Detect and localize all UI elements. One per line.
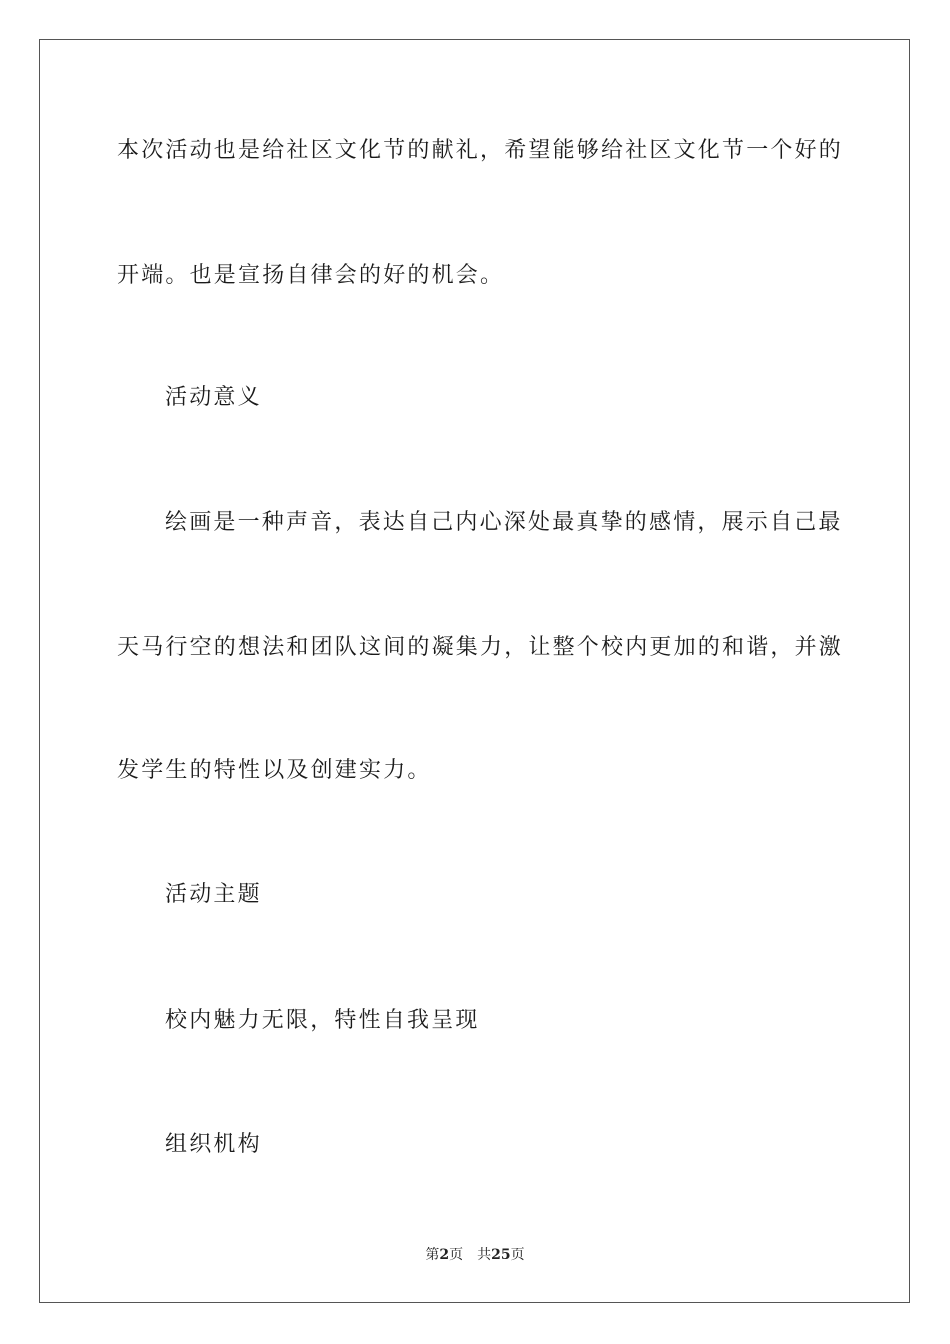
total-label-prefix: 共: [477, 1247, 492, 1263]
body-text-line: 开端。也是宣扬自律会的好的机会。: [117, 263, 505, 288]
section-heading: 组织机构: [165, 1132, 262, 1157]
body-text-line: 本次活动也是给社区文化节的献礼，希望能够给社区文化节一个好的: [117, 138, 844, 163]
total-label-suffix: 页: [510, 1247, 525, 1263]
body-text-line: 天马行空的想法和团队这间的凝集力，让整个校内更加的和谐，并激: [117, 635, 844, 660]
body-text-line: 发学生的特性以及创建实力。: [117, 758, 432, 783]
page-border: [39, 39, 910, 1303]
body-text-line: 绘画是一种声音，表达自己内心深处最真挚的感情，展示自己最: [165, 510, 843, 535]
page-label-suffix: 页: [449, 1247, 464, 1263]
total-pages: 25: [491, 1247, 511, 1263]
section-heading: 活动主题: [165, 882, 262, 907]
page-label-prefix: 第: [425, 1247, 440, 1263]
section-heading: 活动意义: [165, 385, 262, 410]
page-footer: [0, 1245, 950, 1265]
page-number: 2: [439, 1247, 450, 1263]
body-text-line: 校内魅力无限，特性自我呈现: [165, 1008, 480, 1033]
